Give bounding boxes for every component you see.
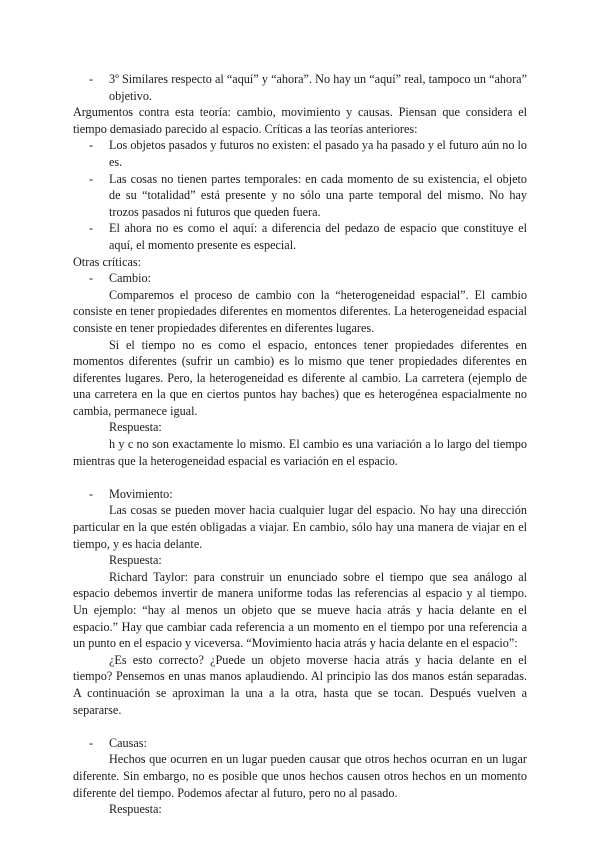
arguments-heading: Argumentos contra esta teoría: cambio, movimiento y causas. Piensan que considera el tiempo demasiado parecido al espacio. Críticas a las teorías anteriores: xyxy=(73,105,527,136)
response-label: Respuesta: xyxy=(109,553,162,568)
causes-paragraph: Hechos que ocurren en un lugar pueden causar que otros hechos ocurran en un lugar diferente. Sin embargo, no es posible que unos hechos causen otros hechos en un momento diferente del tiempo. Podemos afectar al futuro, pero no al pasado. xyxy=(73,752,527,800)
causes-title xyxy=(73,735,527,752)
response-label: Respuesta: xyxy=(109,420,162,435)
bullet-dash: - xyxy=(89,271,94,286)
bullet-dash: - xyxy=(89,486,94,501)
bullet-dash: - xyxy=(89,171,94,186)
critique-bullet xyxy=(73,171,527,221)
other-critiques-label: Otras críticas: xyxy=(73,254,142,269)
bullet-dash: - xyxy=(89,138,94,153)
document-body xyxy=(73,71,527,818)
change-paragraph: Comparemos el proceso de cambio con la “heterogeneidad espacial”. El cambio consiste en tener propiedades diferentes en momentos diferentes. La heterogeneidad espacial consiste en tener propiedades diferentes en diferentes lugares. xyxy=(73,287,527,335)
critique-bullet-text: Las cosas no tienen partes temporales: en cada momento de su existencia, el objeto de su “totalidad” está presente y no sólo una parte temporal del mismo. No hay trozos pasados ni futuros que queden fuera. xyxy=(109,171,527,219)
critique-bullet xyxy=(73,220,527,253)
movement-paragraph: Las cosas se pueden mover hacia cualquier lugar del espacio. No hay una dirección particular en la que estén obligadas a viajar. En cambio, sólo hay una manera de viajar en el tiempo, y es hacia delante. xyxy=(73,503,527,551)
critique-bullet-text: El ahora no es como el aquí: a diferencia del pedazo de espacio que constituye el aquí, el momento presente es especial. xyxy=(109,221,527,252)
change-response: h y c no son exactamente lo mismo. El cambio es una variación a lo largo del tiempo mientras que la heterogeneidad espacial es variación en el espacio. xyxy=(73,437,527,468)
intro-bullet xyxy=(73,71,527,104)
spacer xyxy=(73,469,527,486)
bullet-dash: - xyxy=(89,221,94,236)
movement-paragraph: ¿Es esto correcto? ¿Puede un objeto moverse hacia atrás y hacia delante en el tiempo? Pensemos en unas manos aplaudiendo. Al principio las dos manos están separadas. A continuación se aproximan la una a la otra, hasta que se tocan. Después vuelven a separarse. xyxy=(73,652,527,717)
intro-bullet-text: 3º Similares respecto al “aquí” y “ahora”. No hay un “aquí” real, tampoco un “ahora” objetivo. xyxy=(109,72,527,103)
critique-bullet-text: Los objetos pasados y futuros no existen: el pasado ya ha pasado y el futuro aún no lo es. xyxy=(109,138,528,169)
bullet-dash: - xyxy=(89,735,94,750)
movement-paragraph: Richard Taylor: para construir un enunciado sobre el tiempo que sea análogo al espacio debemos invertir de manera uniforme todas las referencias al espacio y al tiempo. Un ejemplo: “hay al menos un objeto que se mueve hacia atrás y hacia delante en el espacio.” Hay que cambiar cada referencia a un momento en el tiempo por una referencia a un punto en el espacio y viceversa. “Movimiento hacia atrás y hacia delante en el espacio”: xyxy=(73,569,527,651)
response-label: Respuesta: xyxy=(109,802,162,817)
movement-title xyxy=(73,486,527,503)
critique-bullet xyxy=(73,137,527,170)
causes-title-text: Causas: xyxy=(109,735,147,750)
change-paragraph: Si el tiempo no es como el espacio, entonces tener propiedades diferentes en momentos diferentes (sufrir un cambio) es lo mismo que tener propiedades diferentes en diferentes lugares. Pero, la heterogeneidad es diferente al cambio. La carretera (ejemplo de una carretera en la que en ciertos puntos hay baches) que es heterogénea espacialmente no cambia, permanece igual. xyxy=(73,337,527,418)
change-title xyxy=(73,270,527,287)
bullet-dash: - xyxy=(89,72,94,86)
change-title-text: Cambio: xyxy=(109,271,151,286)
movement-title-text: Movimiento: xyxy=(109,486,173,501)
spacer xyxy=(73,718,527,735)
